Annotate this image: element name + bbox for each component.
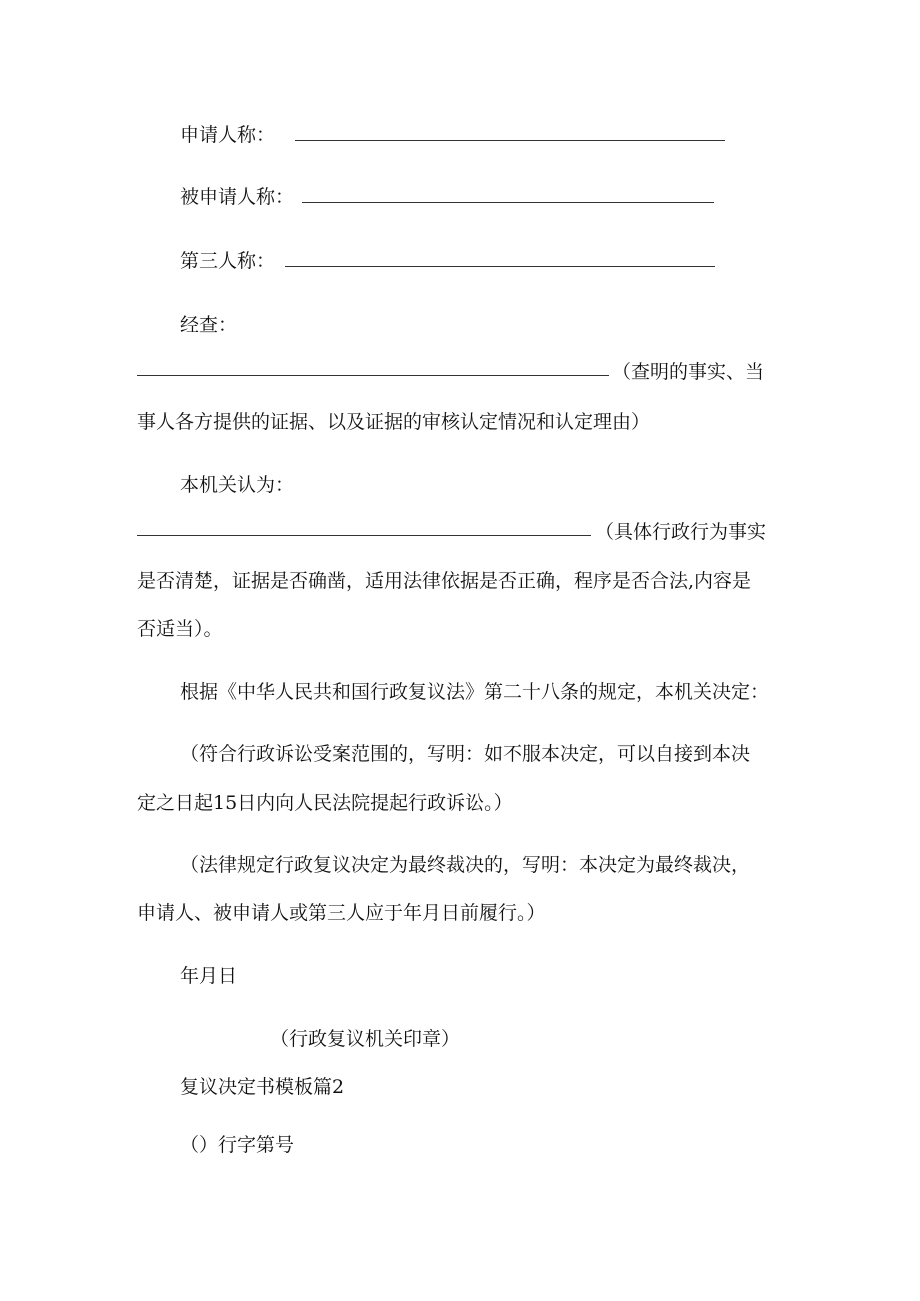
applicant-field [180,123,725,147]
template-title: 复议决定书模板篇2 [180,1076,345,1098]
applicant-label: 申请人称： [180,124,276,146]
respondent-field [180,185,714,209]
seal-line: （行政复议机关印章） [270,1028,461,1050]
findings-blank-row [137,362,609,386]
third-party-field [180,249,715,273]
findings-blank [137,374,609,376]
findings-note-line1: （查明的事实、当 [612,361,765,383]
applicant-blank [295,139,725,141]
opinion-blank [137,534,591,536]
final-note-line1: （法律规定行政复议决定为最终裁决的，写明：本决定为最终裁决， [180,854,751,876]
findings-note-line2: 事人各方提供的证据、以及证据的审核认定情况和认定理由） [137,411,651,433]
opinion-note-line1: （具体行政行为事实 [595,521,767,543]
third-party-label: 第三人称： [180,250,276,272]
date-line: 年月日 [180,965,238,987]
litigation-note-line1: （符合行政诉讼受案范围的，写明：如不服本决定，可以自接到本决 [180,743,751,765]
respondent-blank [302,201,714,203]
doc-number: （）行字第号 [180,1134,295,1156]
opinion-note-line3: 否适当）。 [137,618,223,640]
litigation-note-line2: 定之日起15日内向人民法院提起行政诉讼。） [137,792,513,814]
decision-basis: 根据《中华人民共和国行政复议法》第二十八条的规定，本机关决定： [180,681,770,703]
final-note-line2: 申请人、被申请人或第三人应于年月日前履行。） [137,902,546,924]
findings-label: 经查： [180,314,238,336]
third-party-blank [285,265,715,267]
opinion-note-line2: 是否清楚，证据是否确凿，适用法律依据是否正确，程序是否合法,内容是 [137,570,752,592]
opinion-blank-row [137,522,591,546]
opinion-label: 本机关认为： [180,474,295,496]
respondent-label: 被申请人称： [180,186,295,208]
